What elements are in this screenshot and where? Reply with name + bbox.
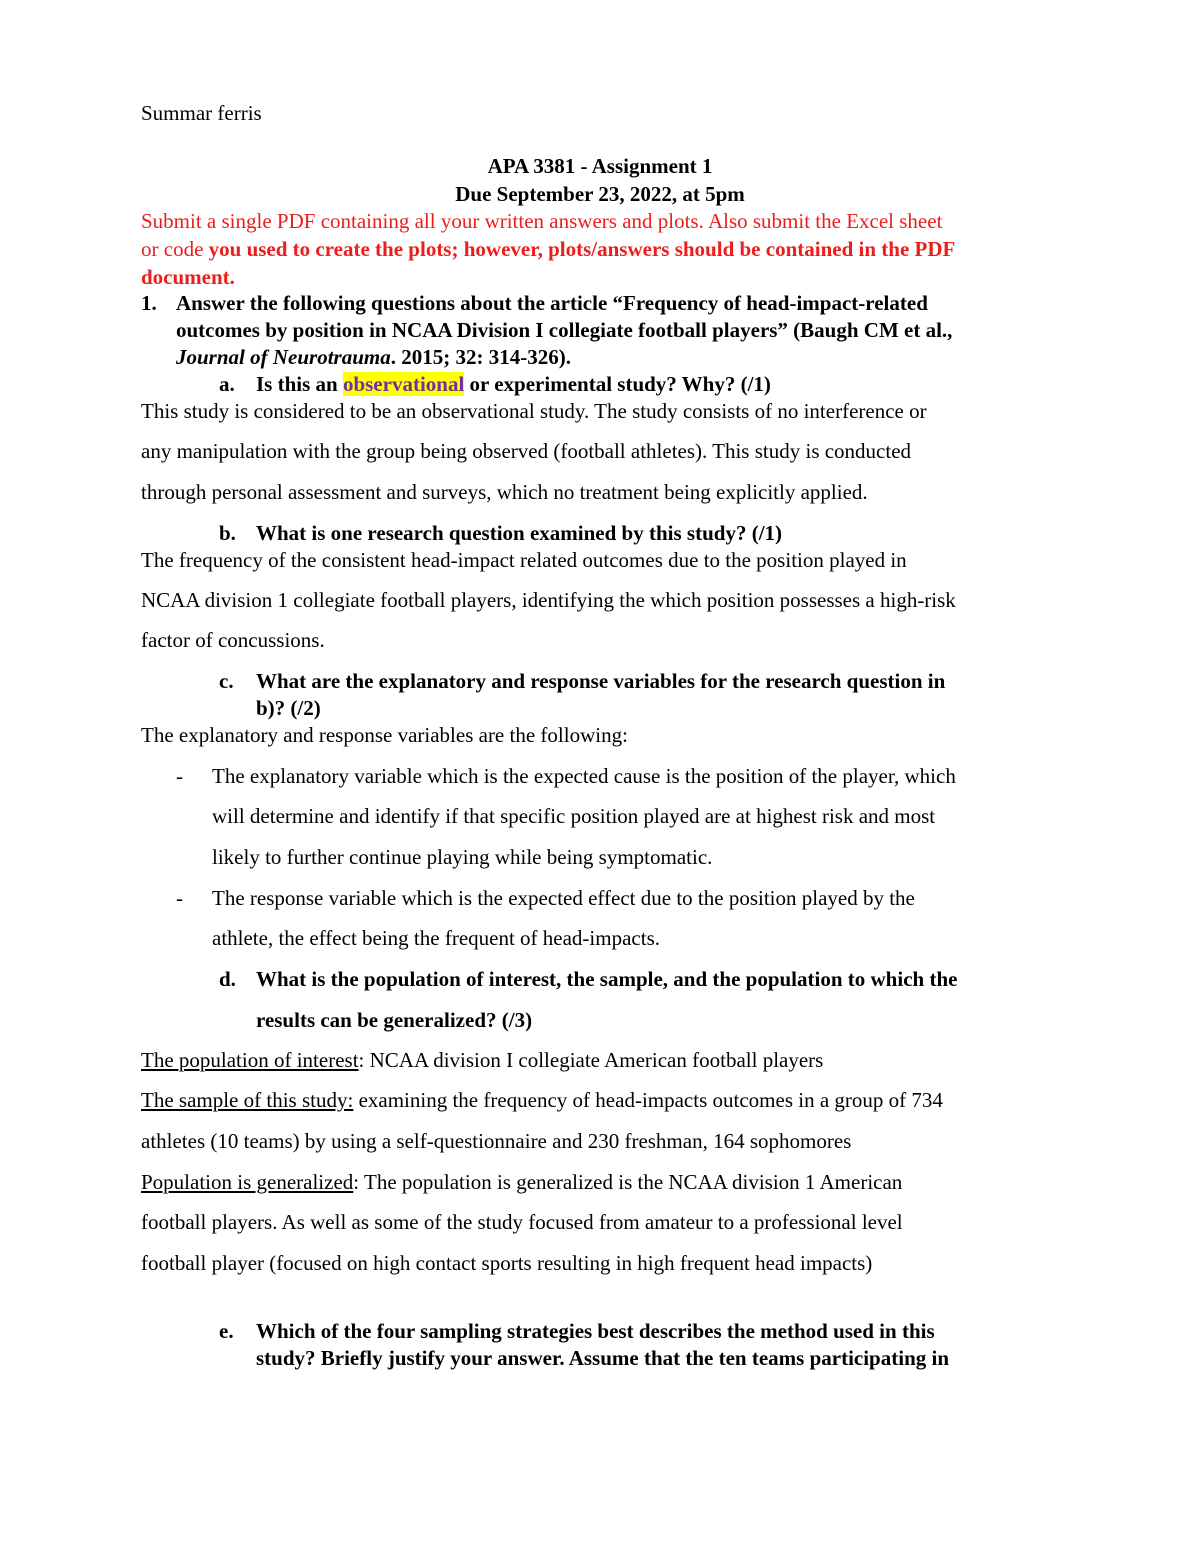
due-date: Due September 23, 2022, at 5pm: [455, 182, 745, 206]
generalized-line-1: [141, 1168, 902, 1196]
part-b-question: What is one research question examined by this study? (/1): [256, 521, 783, 545]
part-b-letter: b.: [219, 521, 236, 545]
part-a-question: [256, 370, 771, 398]
part-b-answer-line-3: factor of concussions.: [141, 628, 325, 652]
part-a-question-end: or experimental study? Why? (/1): [464, 372, 771, 396]
generalized-text: : The population is generalized is the NCAA division 1 American: [353, 1170, 903, 1194]
question-1-line-3: [176, 343, 571, 371]
part-c-question-line-1: What are the explanatory and response variables for the research question in: [256, 669, 946, 693]
part-d-question-line-1: What is the population of interest, the sample, and the population to which the: [256, 967, 958, 991]
population-of-interest-label: The population of interest: [141, 1048, 359, 1072]
part-a-answer-line-1: This study is considered to be an observational study. The study consists of no interference or: [141, 399, 927, 423]
sample-text: examining the frequency of head-impacts outcomes in a group of 734: [353, 1088, 943, 1112]
instructions-line-1: Submit a single PDF containing all your written answers and plots. Also submit the Excel sheet: [141, 209, 943, 233]
question-1-line-1: Answer the following questions about the article “Frequency of head-impact-related: [176, 291, 928, 315]
generalized-label: Population is generalized: [141, 1170, 354, 1194]
part-b-answer-line-1: The frequency of the consistent head-impact related outcomes due to the position played in: [141, 548, 907, 572]
citation-details: . 2015; 32: 314-326).: [390, 345, 571, 369]
journal-name: Journal of Neurotrauma: [176, 345, 391, 369]
bullet-1-line-2: will determine and identify if that specific position played are at highest risk and most: [212, 804, 936, 828]
part-c-question-line-2: b)? (/2): [256, 696, 321, 720]
sample-label: The sample of this study:: [141, 1088, 354, 1112]
instructions-line-3: document.: [141, 265, 235, 289]
author-name: Summar ferris: [141, 101, 262, 125]
part-c-letter: c.: [219, 669, 234, 693]
generalized-line-2: football players. As well as some of the study focused from amateur to a professional level: [141, 1210, 903, 1234]
generalized-line-3: football player (focused on high contact sports resulting in high frequent head impacts): [141, 1251, 873, 1275]
question-1-line-2: outcomes by position in NCAA Division I collegiate football players” (Baugh CM et al.,: [176, 318, 953, 342]
part-e-question-line-1: Which of the four sampling strategies best describes the method used in this: [256, 1319, 935, 1343]
population-of-interest-text: : NCAA division I collegiate American football players: [358, 1048, 824, 1072]
part-c-intro: The explanatory and response variables are the following:: [141, 723, 628, 747]
sample-line-1: [141, 1086, 943, 1114]
instructions-line-2: [141, 235, 955, 263]
bullet-2-line-2: athlete, the effect being the frequent of head-impacts.: [212, 926, 660, 950]
part-e-letter: e.: [219, 1319, 234, 1343]
bullet-marker-1: -: [176, 764, 183, 788]
bullet-1-line-3: likely to further continue playing while being symptomatic.: [212, 845, 713, 869]
bullet-2-line-1: The response variable which is the expected effect due to the position played by the: [212, 886, 915, 910]
bullet-1-line-1: The explanatory variable which is the expected cause is the position of the player, which: [212, 764, 956, 788]
part-b-answer-line-2: NCAA division 1 collegiate football players, identifying the which position possesses a high-risk: [141, 588, 956, 612]
bullet-marker-2: -: [176, 886, 183, 910]
sample-line-2: athletes (10 teams) by using a self-questionnaire and 230 freshman, 164 sophomores: [141, 1129, 852, 1153]
part-e-question-line-2: study? Briefly justify your answer. Assume that the ten teams participating in: [256, 1346, 950, 1370]
assignment-title: APA 3381 - Assignment 1: [487, 154, 713, 178]
question-1-number: 1.: [141, 291, 157, 315]
part-d-letter: d.: [219, 967, 236, 991]
part-d-question-line-2: results can be generalized? (/3): [256, 1008, 533, 1032]
highlighted-word: observational: [342, 372, 465, 396]
part-a-answer-line-3: through personal assessment and surveys, which no treatment being explicitly applied.: [141, 480, 868, 504]
part-a-question-start: Is this an: [256, 372, 343, 396]
instructions-line-2-normal: or code: [141, 237, 209, 261]
instructions-line-2-bold: you used to create the plots; however, plots/answers should be contained in the PDF: [208, 237, 956, 261]
part-a-answer-line-2: any manipulation with the group being observed (football athletes). This study is conducted: [141, 439, 912, 463]
part-a-letter: a.: [219, 372, 235, 396]
population-of-interest: [141, 1046, 823, 1074]
